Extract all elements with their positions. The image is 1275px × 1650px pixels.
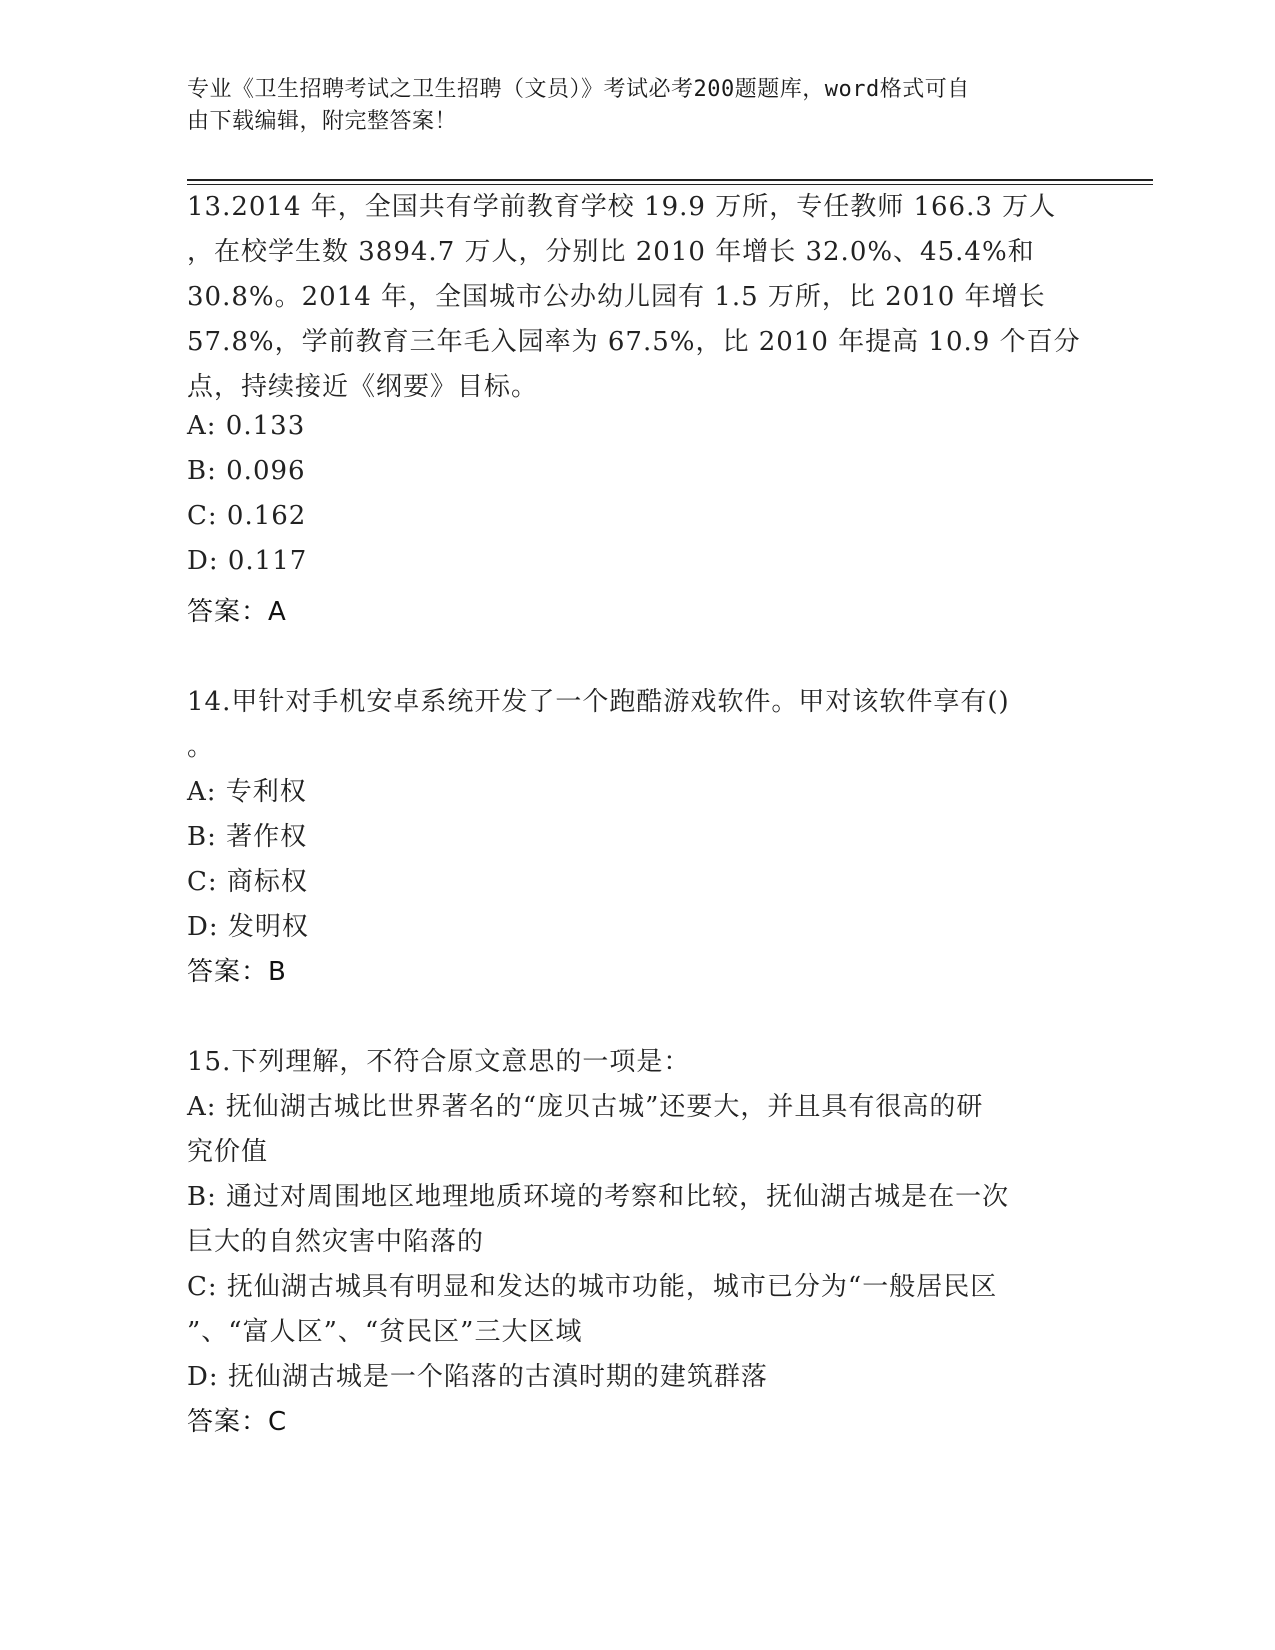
option-a-continued: 究价值: [187, 1137, 269, 1167]
option-b: B: 0.096: [187, 456, 306, 486]
option-c: C: 商标权: [187, 867, 308, 897]
question-13-line: 57.8%，学前教育三年毛入园率为 67.5%，比 2010 年提高 10.9 个百分: [187, 327, 1081, 357]
option-c: C: 0.162: [187, 501, 307, 531]
answer: 答案：C: [187, 1407, 288, 1437]
option-c-continued: ”、“富人区”、“贫民区”三大区域: [187, 1317, 583, 1347]
question-13-line: 点，持续接近《纲要》目标。: [187, 372, 539, 402]
question-14-line: 14.甲针对手机安卓系统开发了一个跑酷游戏软件。甲对该软件享有(): [187, 687, 1010, 717]
header-line-2: 由下载编辑，附完整答案！: [187, 109, 458, 134]
answer: 答案：A: [187, 597, 287, 627]
answer: 答案：B: [187, 957, 287, 987]
header-line-1: 专业《卫生招聘考试之卫生招聘（文员）》考试必考200题题库，word格式可自: [187, 77, 970, 102]
option-a: A: 0.133: [187, 411, 306, 441]
option-c: C: 抚仙湖古城具有明显和发达的城市功能，城市已分为“一般居民区: [187, 1272, 998, 1302]
header-divider-thin: [187, 184, 1153, 185]
option-a: A: 专利权: [187, 777, 307, 807]
option-b-continued: 巨大的自然灾害中陷落的: [187, 1227, 485, 1257]
option-d: D: 抚仙湖古城是一个陷落的古滇时期的建筑群落: [187, 1362, 768, 1392]
option-a: A: 抚仙湖古城比世界著名的“庞贝古城”还要大，并且具有很高的研: [187, 1092, 984, 1122]
question-15-line: 15.下列理解，不符合原文意思的一项是：: [187, 1047, 691, 1077]
question-13-line: 30.8%。2014 年，全国城市公办幼儿园有 1.5 万所，比 2010 年增长: [187, 282, 1046, 312]
option-d: D: 发明权: [187, 912, 309, 942]
question-14-line: 。: [187, 732, 215, 762]
option-b: B: 著作权: [187, 822, 308, 852]
option-b: B: 通过对周围地区地理地质环境的考察和比较，抚仙湖古城是在一次: [187, 1182, 1010, 1212]
document-header: [187, 74, 1067, 138]
option-d: D: 0.117: [187, 546, 308, 576]
header-divider-thick: [187, 179, 1153, 181]
question-13-line: 13.2014 年，全国共有学前教育学校 19.9 万所，专任教师 166.3 万人: [187, 192, 1057, 222]
question-13-line: ，在校学生数 3894.7 万人，分别比 2010 年增长 32.0%、45.4%和: [187, 237, 1035, 267]
